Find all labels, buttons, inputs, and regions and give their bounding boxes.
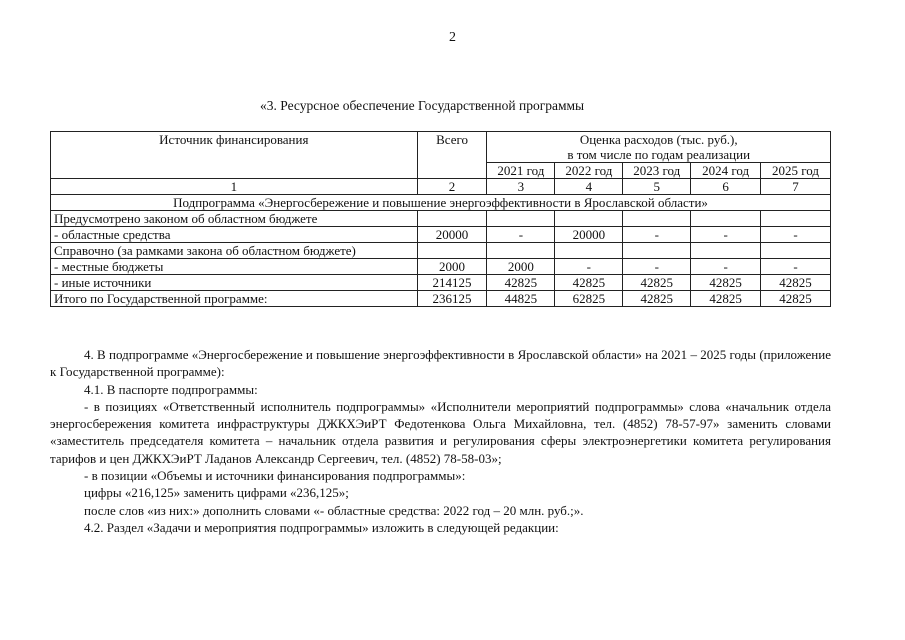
header-total: Всего: [417, 132, 487, 179]
cell: [761, 211, 831, 227]
cell: [555, 211, 623, 227]
cell: 42825: [761, 275, 831, 291]
cell: 42825: [487, 275, 555, 291]
cell: 42825: [623, 291, 691, 307]
cell: [417, 243, 487, 259]
paragraph: - в позициях «Ответственный исполнитель подпрограммы» «Исполнители мероприятий подпрограммы» слова «начальник отдела энергосбережения комитета инфраструктуры ДЖКХЭиРТ Федотенкова Ольга Михайловна, тел. (4852) 78-57-97» заменить словами «заместитель председателя комитета – начальник отдела развития и регулирования сферы электроэнергетики комитета регулирования тарифов и цен ДЖКХЭиРТ Ладанов Александр Сергеевич, тел. (4852) 78-58-03»;: [50, 398, 831, 466]
cell: 42825: [555, 275, 623, 291]
col-number: 2: [417, 179, 487, 195]
row-label: - областные средства: [51, 227, 418, 243]
cell: 20000: [555, 227, 623, 243]
table-row: [51, 227, 831, 243]
cell: -: [623, 227, 691, 243]
subprogram-title: Подпрограмма «Энергосбережение и повышение энергоэффективности в Ярославской области»: [51, 195, 831, 211]
cell: 20000: [417, 227, 487, 243]
paragraph: после слов «из них:» дополнить словами «- областные средства: 2022 год – 20 млн. руб.;».: [84, 502, 584, 518]
cell: 2000: [487, 259, 555, 275]
cell: -: [691, 259, 761, 275]
col-number: 1: [51, 179, 418, 195]
table-row: [51, 211, 831, 227]
paragraph: цифры «216,125» заменить цифрами «236,125»;: [84, 485, 349, 501]
row-label: Справочно (за рамками закона об областном бюджете): [51, 243, 418, 259]
col-number: 6: [691, 179, 761, 195]
table-row: [51, 259, 831, 275]
row-label: Итого по Государственной программе:: [51, 291, 418, 307]
year-header: 2025 год: [761, 163, 831, 179]
cell: -: [555, 259, 623, 275]
cell: 44825: [487, 291, 555, 307]
cell: 42825: [623, 275, 691, 291]
cell: 236125: [417, 291, 487, 307]
header-estimate: [487, 132, 831, 163]
cell: [691, 211, 761, 227]
cell: [623, 211, 691, 227]
paragraph: 4. В подпрограмме «Энергосбережение и повышение энергоэффективности в Ярославской области» на 2021 – 2025 годы (приложение к Государственной программе):: [50, 347, 831, 380]
year-header: 2021 год: [487, 163, 555, 179]
header-source: Источник финансирования: [51, 132, 418, 179]
cell: -: [623, 259, 691, 275]
cell: -: [761, 259, 831, 275]
cell: 2000: [417, 259, 487, 275]
cell: 42825: [691, 275, 761, 291]
cell: 62825: [555, 291, 623, 307]
cell: -: [761, 227, 831, 243]
col-number: 3: [487, 179, 555, 195]
year-header: 2024 год: [691, 163, 761, 179]
table-row: [51, 275, 831, 291]
header-estimate-line2: в том числе по годам реализации: [567, 147, 751, 162]
cell: [761, 243, 831, 259]
section-title: «3. Ресурсное обеспечение Государственной программы: [260, 98, 585, 113]
col-number: 5: [623, 179, 691, 195]
col-number: 4: [555, 179, 623, 195]
cell: -: [691, 227, 761, 243]
year-header: 2022 год: [555, 163, 623, 179]
cell: [691, 243, 761, 259]
resource-table: [50, 131, 831, 307]
row-label: - местные бюджеты: [51, 259, 418, 275]
body-text: [50, 346, 831, 536]
paragraph: - в позиции «Объемы и источники финансирования подпрограммы»:: [84, 468, 466, 484]
row-label: - иные источники: [51, 275, 418, 291]
page-number: 2: [449, 30, 456, 45]
row-label: Предусмотрено законом об областном бюджете: [51, 211, 418, 227]
cell: [487, 243, 555, 259]
cell: 42825: [761, 291, 831, 307]
paragraph: 4.2. Раздел «Задачи и мероприятия подпрограммы» изложить в следующей редакции:: [84, 519, 559, 535]
table-row-total: [51, 291, 831, 307]
cell: 42825: [691, 291, 761, 307]
paragraph: 4.1. В паспорте подпрограммы:: [84, 381, 258, 397]
cell: -: [487, 227, 555, 243]
table-row: [51, 243, 831, 259]
col-number: 7: [761, 179, 831, 195]
year-header: 2023 год: [623, 163, 691, 179]
cell: [555, 243, 623, 259]
cell: [417, 211, 487, 227]
cell: 214125: [417, 275, 487, 291]
cell: [623, 243, 691, 259]
cell: [487, 211, 555, 227]
header-estimate-line1: Оценка расходов (тыс. руб.),: [579, 132, 738, 147]
